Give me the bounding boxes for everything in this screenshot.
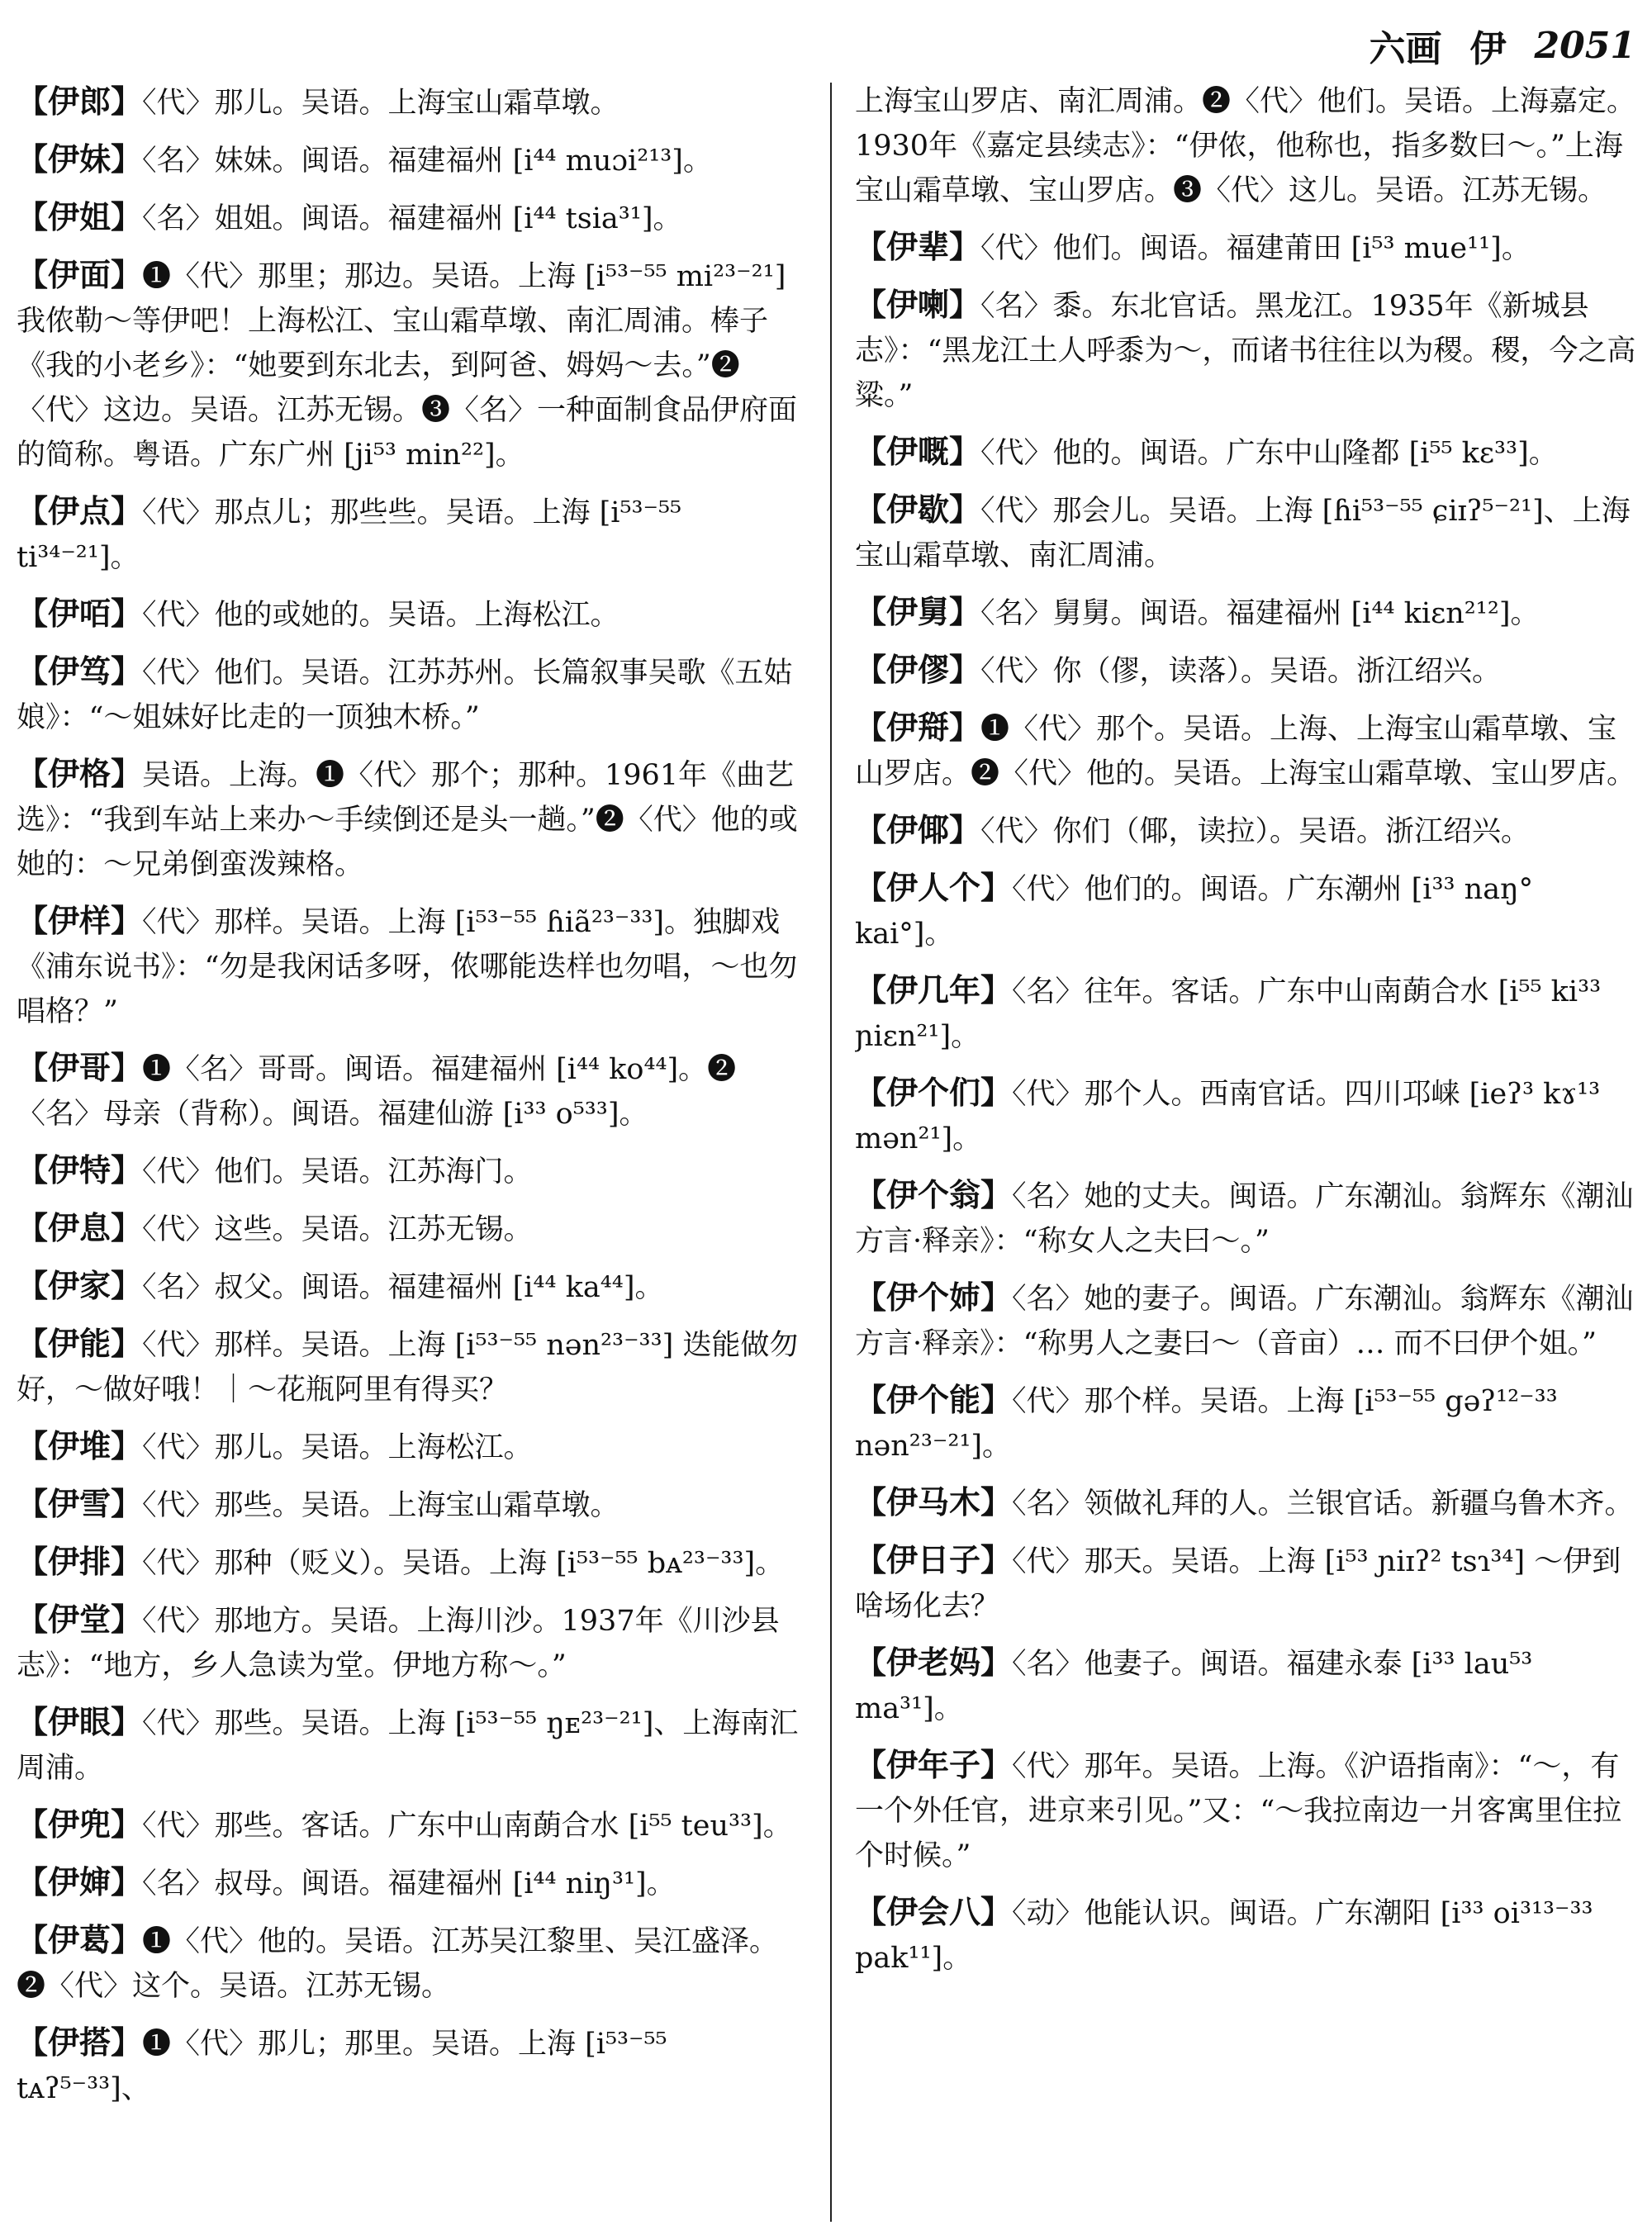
entry-headword: 【伊倻】 <box>855 812 981 848</box>
dictionary-entry <box>17 253 805 477</box>
entry-definition: 〈代〉那儿。吴语。上海宝山霜草墩。 <box>142 87 620 120</box>
entry-headword: 【伊特】 <box>17 1152 143 1189</box>
entry-definition: 〈代〉那点儿；那些些。吴语。上海 [i⁵³⁻⁵⁵ ti³⁴⁻²¹]。 <box>17 496 682 574</box>
dictionary-entry <box>17 79 805 126</box>
dictionary-entry <box>855 1070 1640 1161</box>
dictionary-entry <box>855 282 1640 418</box>
entry-headword: 【伊面】 <box>17 257 143 293</box>
entry-headword: 【伊婶】 <box>17 1864 143 1900</box>
dictionary-entry <box>17 1918 805 2009</box>
dictionary-entry <box>17 1321 805 1412</box>
dictionary-entry <box>855 1480 1640 1526</box>
dictionary-entry <box>17 1264 805 1310</box>
dictionary-entry <box>17 1046 805 1136</box>
entry-headword: 【伊笃】 <box>17 653 143 690</box>
dictionary-entry <box>855 429 1640 476</box>
entry-headword: 【伊雪】 <box>17 1486 143 1522</box>
dictionary-entry <box>17 1482 805 1528</box>
entry-definition: 〈代〉你们（倻，读拉）。吴语。浙江绍兴。 <box>980 815 1531 848</box>
entry-definition: 〈名〉舅舅。闽语。福建福州 [i⁴⁴ kiɛn²¹²]。 <box>980 597 1540 630</box>
dictionary-entry <box>855 225 1640 271</box>
entry-headword: 【伊会八】 <box>855 1894 1013 1930</box>
dictionary-entry <box>17 489 805 580</box>
entry-headword: 【伊歇】 <box>855 491 981 528</box>
entry-headword: 【伊堆】 <box>17 1428 143 1464</box>
entry-definition: 〈名〉她的丈夫。闽语。广东潮汕。翁辉东《潮汕方言·释亲》：“称女人之夫曰～。” <box>855 1180 1634 1258</box>
entry-headword: 【伊个们】 <box>855 1075 1013 1111</box>
entry-definition: 〈代〉他的或她的。吴语。上海松江。 <box>142 599 620 632</box>
dictionary-entry <box>855 1173 1640 1264</box>
entry-headword: 【伊年子】 <box>855 1747 1013 1783</box>
dictionary-entry <box>17 752 805 887</box>
entry-headword: 【伊妹】 <box>17 141 143 178</box>
dictionary-entry <box>17 1148 805 1194</box>
entry-headword: 【伊郎】 <box>17 83 143 120</box>
entry-definition: 〈代〉那样。吴语。上海 [i⁵³⁻⁵⁵ ɦiã²³⁻³³]。独脚戏《浦东说书》：“勿是我闲话多呀，侬哪能迭样也勿唱，～也勿唱格？” <box>17 906 798 1028</box>
entry-headword: 【伊点】 <box>17 493 143 529</box>
radical-label: 伊 <box>1469 28 1507 70</box>
dictionary-entry <box>855 866 1640 956</box>
entry-definition: ❶〈代〉那个。吴语。上海、上海宝山霜草墩、宝山罗店。❷〈代〉他的。吴语。上海宝山霜草墩、宝山罗店。 <box>855 713 1636 790</box>
entry-definition: 〈代〉你（僇，读落）。吴语。浙江绍兴。 <box>980 655 1502 688</box>
entry-headword: 【伊能】 <box>17 1326 143 1362</box>
entry-definition: 〈名〉往年。客话。广东中山南蓢合水 [i⁵⁵ ki³³ ɲiɛn²¹]。 <box>855 975 1602 1053</box>
dictionary-entry <box>855 1640 1640 1731</box>
entry-headword: 【伊眼】 <box>17 1704 143 1740</box>
entry-definition: 〈代〉那儿。吴语。上海松江。 <box>142 1431 533 1464</box>
entry-definition: ❶〈名〉哥哥。闽语。福建福州 [i⁴⁴ ko⁴⁴]。❷〈名〉母亲（背称）。闽语。福建仙游 [i³³ o⁵³³]。 <box>17 1053 737 1131</box>
entry-definition: 〈名〉叔父。闽语。福建福州 [i⁴⁴ ka⁴⁴]。 <box>142 1271 664 1304</box>
entry-headword: 【伊日子】 <box>855 1542 1013 1578</box>
entry-headword: 【伊样】 <box>17 903 143 939</box>
entry-headword: 【伊搭】 <box>17 2024 143 2061</box>
entry-definition: 〈代〉他的。闽语。广东中山隆都 [i⁵⁵ kɛ³³]。 <box>980 437 1558 470</box>
entry-definition: 〈名〉他妻子。闽语。福建永泰 [i³³ lau⁵³ ma³¹]。 <box>855 1648 1533 1725</box>
page-number: 2051 <box>1534 24 1635 67</box>
dictionary-entry <box>17 899 805 1034</box>
entry-definition: 吴语。上海。❶〈代〉那个；那种。1961年《曲艺选》：“我到车站上来办～手续倒还是头一趟。”❷〈代〉他的或她的：～兄弟倒蛮泼辣格。 <box>17 759 798 881</box>
entry-definition: 〈代〉他们的。闽语。广东潮州 [i³³ naŋ° kai°]。 <box>855 873 1534 951</box>
entry-headword: 【伊息】 <box>17 1210 143 1246</box>
dictionary-entry <box>855 1275 1640 1366</box>
dictionary-entry <box>17 137 805 183</box>
entry-definition: 〈代〉那天。吴语。上海 [i⁵³ ɲiɪʔ² tsɿ³⁴] ～伊到啥场化去？ <box>855 1545 1621 1623</box>
dictionary-entry <box>855 1890 1640 1981</box>
entry-definition: 〈名〉姐姐。闽语。福建福州 [i⁴⁴ tsia³¹]。 <box>142 202 682 235</box>
dictionary-entry <box>855 1743 1640 1878</box>
entry-definition: ❶〈代〉那里；那边。吴语。上海 [i⁵³⁻⁵⁵ mi²³⁻²¹] 我侬勒～等伊吧！上海松江、宝山霜草墩、南汇周浦。棒子《我的小老乡》：“她要到东北去，到阿爸、姆妈～去。”❷〈代〉这边。吴语。江苏无锡。❸〈名〉一种面制食品伊府面的简称。粤语。广东广州 [ji⁵³ min²²]。 <box>17 260 798 472</box>
entry-definition: 〈代〉那些。客话。广东中山南蓢合水 [i⁵⁵ teu³³]。 <box>142 1810 792 1843</box>
entry-headword: 【伊姐】 <box>17 199 143 235</box>
entry-headword: 【伊几年】 <box>855 972 1013 1008</box>
entry-headword: 【伊老妈】 <box>855 1644 1013 1681</box>
entry-definition: 〈代〉那种（贬义）。吴语。上海 [i⁵³⁻⁵⁵ bᴀ²³⁻³³]。 <box>142 1547 785 1580</box>
entry-headword: 【伊嘅】 <box>855 434 981 470</box>
entry-definition: 〈名〉叔母。闽语。福建福州 [i⁴⁴ niŋ³¹]。 <box>142 1867 676 1900</box>
dictionary-entry <box>855 968 1640 1059</box>
dictionary-entry <box>855 79 1640 213</box>
dictionary-entry <box>17 591 805 638</box>
dictionary-entry <box>855 590 1640 636</box>
entry-headword: 【伊堂】 <box>17 1601 143 1638</box>
dictionary-entry <box>855 1378 1640 1468</box>
left-column <box>17 79 805 2222</box>
entry-headword: 【伊马木】 <box>855 1484 1013 1521</box>
entry-definition: 〈代〉那样。吴语。上海 [i⁵³⁻⁵⁵ nən²³⁻³³] 迭能做勿好，～做好哦！｜～花瓶阿里有得买？ <box>17 1329 799 1407</box>
entry-definition: 〈名〉领做礼拜的人。兰银官话。新疆乌鲁木齐。 <box>1012 1487 1634 1521</box>
dictionary-entry <box>17 1700 805 1791</box>
entry-headword: 【伊哥】 <box>17 1050 143 1086</box>
entry-definition: 〈动〉他能认识。闽语。广东潮阳 [i³³ oi³¹³⁻³³ pak¹¹]。 <box>855 1897 1593 1975</box>
entry-definition: 〈代〉那些。吴语。上海 [i⁵³⁻⁵⁵ ŋᴇ²³⁻²¹]、上海南汇周浦。 <box>17 1707 799 1785</box>
section-label: 六画 <box>1369 28 1442 70</box>
entry-definition: 〈代〉他们。吴语。江苏苏州。长篇叙事吴歌《五姑娘》：“～姐妹好比走的一顶独木桥。” <box>17 657 793 734</box>
entry-definition: 〈代〉那个样。吴语。上海 [i⁵³⁻⁵⁵ gəʔ¹²⁻³³ nən²³⁻²¹]。 <box>855 1385 1558 1463</box>
dictionary-entry <box>855 705 1640 796</box>
dictionary-entry <box>17 1860 805 1906</box>
dictionary-entry <box>17 195 805 241</box>
dictionary-entry <box>17 2020 805 2111</box>
dictionary-entry <box>17 649 805 740</box>
entry-definition: 上海宝山罗店、南汇周浦。❷〈代〉他们。吴语。上海嘉定。1930年《嘉定县续志》：“伊侬，他称也，指多数曰～。”上海宝山霜草墩、宝山罗店。❸〈代〉这儿。吴语。江苏无锡。 <box>855 85 1636 207</box>
entry-headword: 【伊个翁】 <box>855 1177 1013 1213</box>
dictionary-entry <box>855 648 1640 694</box>
entry-definition: 〈名〉她的妻子。闽语。广东潮汕。翁辉东《潮汕方言·释亲》：“称男人之妻曰～（音亩）… 而不曰伊个姐。” <box>855 1283 1634 1360</box>
dictionary-entry <box>17 1597 805 1688</box>
dictionary-entry <box>855 808 1640 854</box>
dictionary-entry <box>17 1424 805 1470</box>
entry-definition: 〈代〉那些。吴语。上海宝山霜草墩。 <box>142 1489 620 1522</box>
entry-headword: 【伊个姉】 <box>855 1279 1013 1316</box>
dictionary-entry <box>17 1540 805 1586</box>
entry-headword: 【伊喇】 <box>855 287 981 323</box>
entry-headword: 【伊辈】 <box>855 229 981 265</box>
entry-definition: 〈名〉黍。东北官话。黑龙江。1935年《新城县志》：“黑龙江土人呼黍为～，而诸书往往以为稷。稷，今之高粱。” <box>855 290 1636 412</box>
dictionary-entry <box>855 487 1640 578</box>
entry-definition: 〈名〉妹妹。闽语。福建福州 [i⁴⁴ muɔi²¹³]。 <box>142 145 712 178</box>
entry-definition: 〈代〉那地方。吴语。上海川沙。1937年《川沙县志》：“地方，乡人急读为堂。伊地方称～。” <box>17 1605 780 1682</box>
entry-headword: 【伊咟】 <box>17 595 143 632</box>
entry-definition: 〈代〉那个人。西南官话。四川邛崃 [ieʔ³ kɤ¹³ mən²¹]。 <box>855 1078 1601 1155</box>
entry-definition: ❶〈代〉那儿；那里。吴语。上海 [i⁵³⁻⁵⁵ tᴀʔ⁵⁻³³]、 <box>17 2028 667 2105</box>
entry-headword: 【伊人个】 <box>855 870 1013 906</box>
entry-definition: 〈代〉那年。吴语。上海。《沪语指南》：“～，有一个外任官，进京来引见。”又：“～我拉南边一爿客寓里住拉个时候。” <box>855 1750 1622 1872</box>
entry-headword: 【伊格】 <box>17 756 143 792</box>
entry-headword: 【伊葛】 <box>17 1922 143 1958</box>
right-column <box>855 79 1640 2222</box>
entry-definition: 〈代〉他们。闽语。福建莆田 [i⁵³ mue¹¹]。 <box>980 232 1531 265</box>
entry-definition: 〈代〉那会儿。吴语。上海 [ɦi⁵³⁻⁵⁵ ɕiɪʔ⁵⁻²¹]、上海宝山霜草墩、南汇周浦。 <box>855 495 1631 572</box>
entry-definition: 〈代〉这些。吴语。江苏无锡。 <box>142 1213 533 1246</box>
entry-headword: 【伊搿】 <box>855 709 981 746</box>
entry-definition: 〈代〉他们。吴语。江苏海门。 <box>142 1155 533 1189</box>
page-header <box>1289 17 1635 74</box>
column-divider <box>830 83 832 2222</box>
entry-headword: 【伊家】 <box>17 1268 143 1304</box>
entry-headword: 【伊兜】 <box>17 1806 143 1843</box>
dictionary-entry <box>855 1538 1640 1629</box>
entry-headword: 【伊个能】 <box>855 1382 1013 1418</box>
entry-headword: 【伊舅】 <box>855 594 981 630</box>
dictionary-entry <box>17 1802 805 1848</box>
entry-headword: 【伊僇】 <box>855 652 981 688</box>
dictionary-entry <box>17 1206 805 1252</box>
entry-headword: 【伊排】 <box>17 1544 143 1580</box>
entry-definition: ❶〈代〉他的。吴语。江苏吴江黎里、吴江盛泽。❷〈代〉这个。吴语。江苏无锡。 <box>17 1925 779 2003</box>
